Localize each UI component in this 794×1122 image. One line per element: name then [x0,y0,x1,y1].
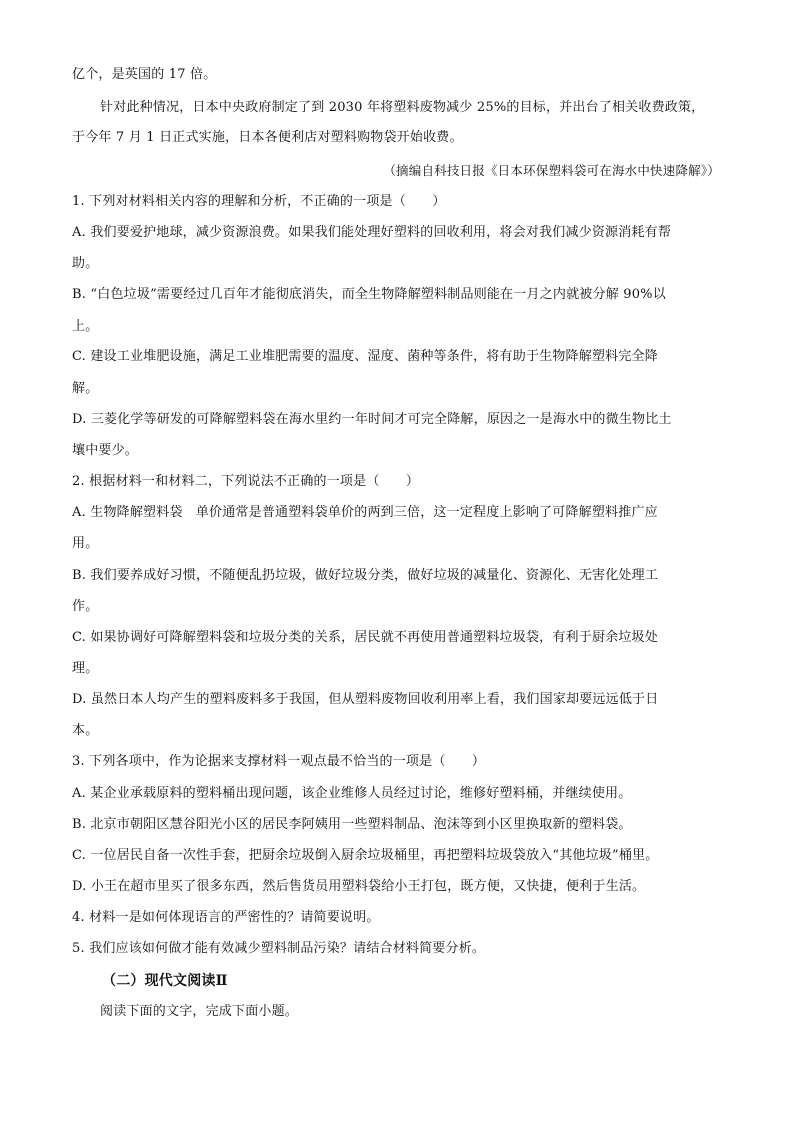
option-text: D. 三菱化学等研发的可降解塑料袋在海水里约一年时间才可完全降解，原因之一是海水中的微生物比土 [72,412,672,427]
option-text: 本。 [72,723,99,738]
option-text: C. 一位居民自备一次性手套，把厨余垃圾倒入厨余垃圾桶里，再把塑料垃圾袋放入“其他垃圾”桶里。 [72,848,659,863]
option-text: A. 某企业承载原料的塑料桶出现问题，该企业维修人员经过讨论，维修好塑料桶，并继续使用。 [72,786,632,801]
option-text: 上。 [72,319,99,334]
option-text: C. 如果协调好可降解塑料袋和垃圾分类的关系，居民就不再使用普通塑料垃圾袋，有利于厨余垃圾处 [72,630,658,645]
instruction-text: 阅读下面的文字，完成下面小题。 [100,1004,299,1019]
option-text: D. 虽然日本人均产生的塑料废料多于我国，但从塑料废物回收利用率上看，我们国家却要远远低于日 [72,692,659,707]
option-text: C. 建设工业堆肥设施，满足工业堆肥需要的温度、湿度、菌种等条件，将有助于生物降解塑料完全降 [72,349,658,364]
option-text: 理。 [72,661,99,676]
option-text: D. 小王在超市里买了很多东西，然后售货员用塑料袋给小王打包，既方便，又快捷，便利于生活。 [72,879,646,894]
option-text: B. “白色垃圾”需要经过几百年才能彻底消失，而全生物降解塑料制品则能在一月之内就被分解 90%以 [72,287,666,302]
question-5: 5. 我们应该如何做才能有效减少塑料制品污染？请结合材料简要分析。 [72,941,486,956]
option-text: B. 北京市朝阳区慧谷阳光小区的居民李阿姨用一些塑料制品、泡沫等到小区里换取新的塑料袋。 [72,817,632,832]
option-text: 作。 [72,599,99,614]
question-3: 3. 下列各项中，作为论据来支撑材料一观点最不恰当的一项是（ ） [72,754,486,769]
question-4: 4. 材料一是如何体现语言的严密性的？请简要说明。 [72,910,380,925]
option-text: 壤中要少。 [72,443,139,458]
question-2: 2. 根据材料一和材料二，下列说法不正确的一项是（ ） [72,474,420,489]
section-heading: （二）现代文阅读Ⅱ [102,973,228,989]
option-text: 解。 [72,381,99,396]
option-text: A. 生物降解塑料袋 单价通常是普通塑料袋单价的两到三倍，这一定程度上影响了可降解塑料推广应 [72,505,658,520]
question-1: 1. 下列对材料相关内容的理解和分析，不正确的一项是（ ） [72,194,446,209]
option-text: 用。 [72,536,99,551]
option-text: B. 我们要养成好习惯，不随便乱扔垃圾，做好垃圾分类，做好垃圾的减量化、资源化、无害化处理工 [72,568,659,583]
source-citation: （摘编自科技日报《日本环保塑料袋可在海水中快速降解》） [383,163,720,178]
text-line: 针对此种情况，日本中央政府制定了到 2030 年将塑料废物减少 25%的目标，并出台了相关收费政策， [100,100,705,115]
text-line: 亿个，是英国的 17 倍。 [72,67,217,82]
option-text: 助。 [72,256,99,271]
text-line: 于今年 7 月 1 日正式实施，日本各便利店对塑料购物袋开始收费。 [72,130,463,145]
option-text: A. 我们要爱护地球，减少资源浪费。如果我们能处理好塑料的回收利用，将会对我们减少资源消耗有帮 [72,225,672,240]
